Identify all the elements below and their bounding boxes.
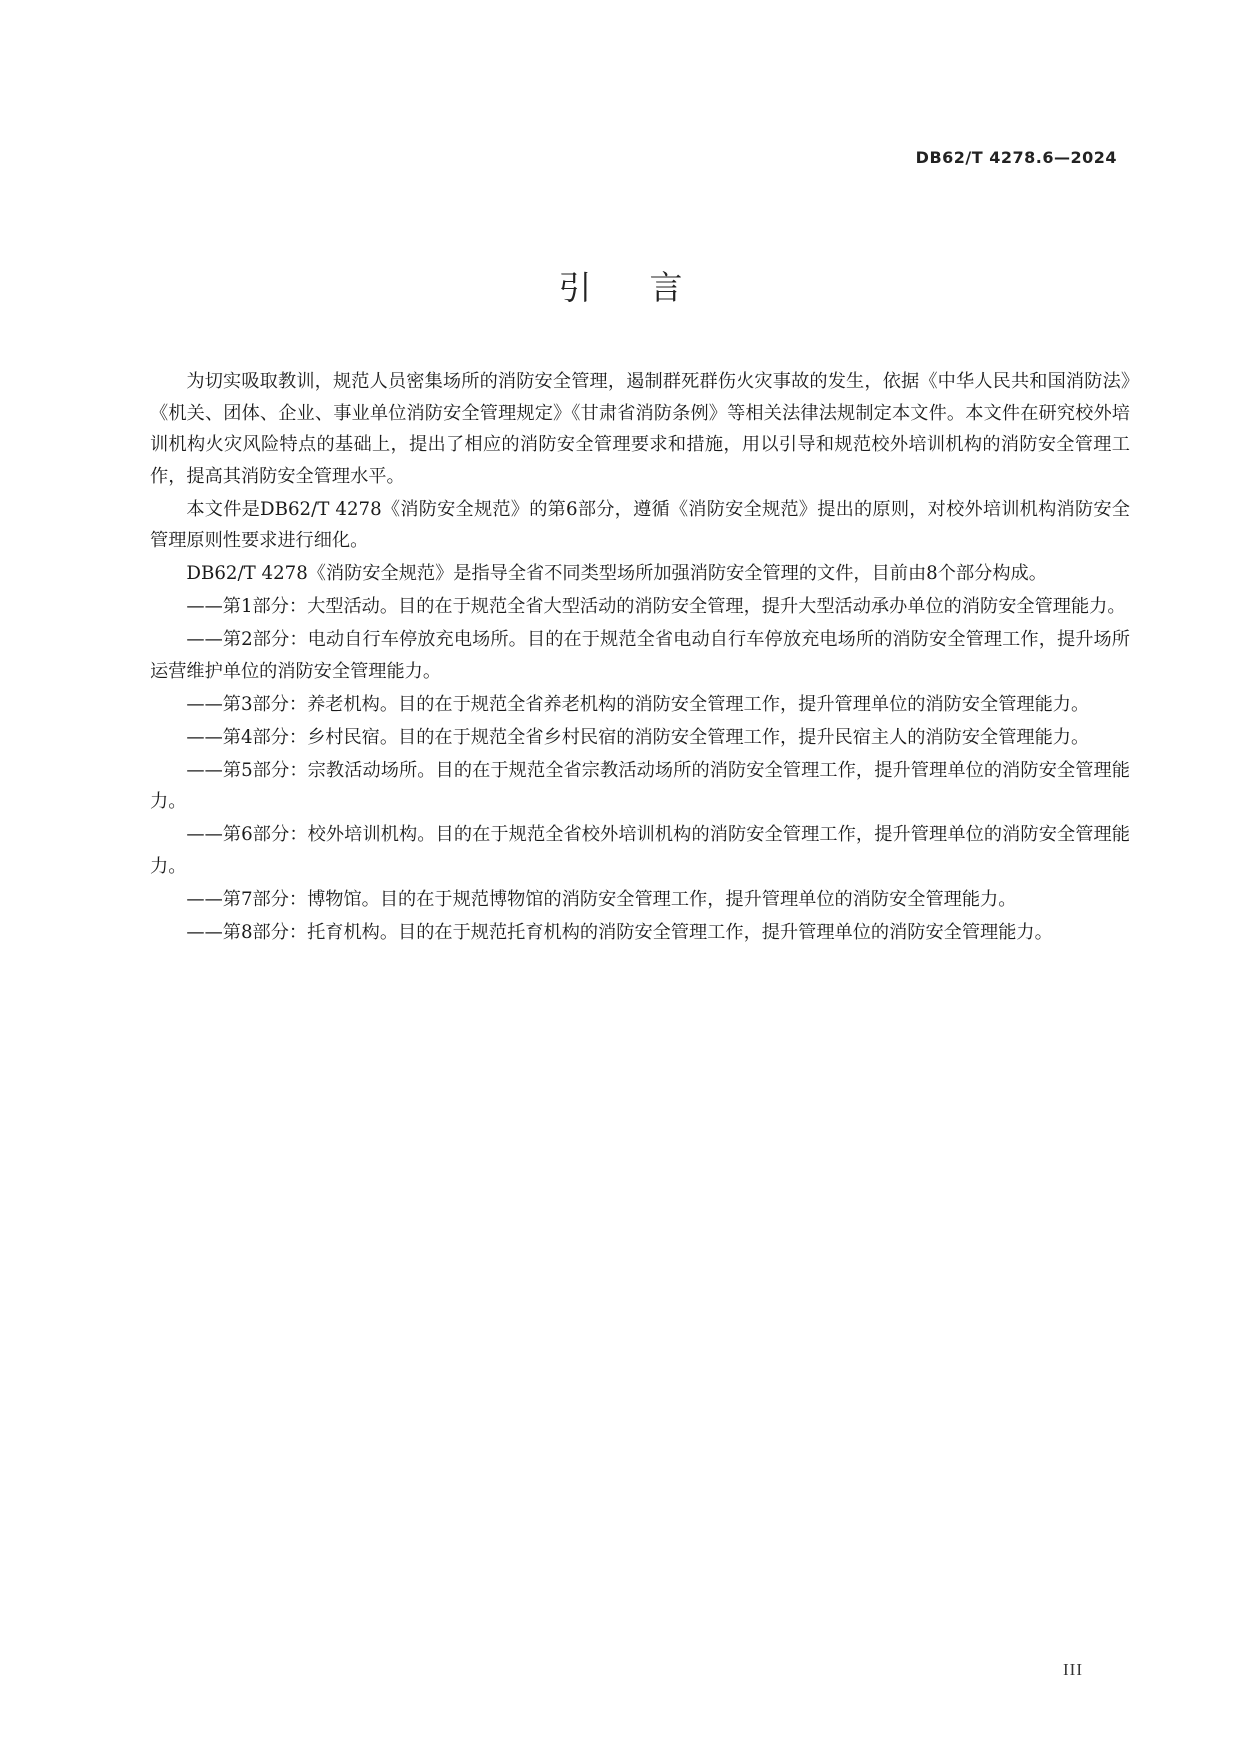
list-item-part-8: ——第8部分：托育机构。目的在于规范托育机构的消防安全管理工作，提升管理单位的消防安全管理能力。 <box>186 921 1053 943</box>
list-item-part-1: ——第1部分：大型活动。目的在于规范全省大型活动的消防安全管理，提升大型活动承办单位的消防安全管理能力。 <box>186 596 1126 617</box>
paragraph-part-of-series: 本文件是DB62/T 4278《消防安全规范》的第6部分，遵循《消防安全规范》提出的原则，对校外培训机构消防安全管理原则性要求进行细化。 <box>150 498 1130 551</box>
page-number: III <box>1063 1660 1083 1679</box>
document-code: DB62/T 4278.6—2024 <box>915 148 1117 167</box>
list-item-part-5: ——第5部分：宗教活动场所。目的在于规范全省宗教活动场所的消防安全管理工作，提升管理单位的消防安全管理能力。 <box>150 759 1130 812</box>
list-item-part-2: ——第2部分：电动自行车停放充电场所。目的在于规范全省电动自行车停放充电场所的消防安全管理工作，提升场所运营维护单位的消防安全管理能力。 <box>150 629 1130 682</box>
list-item-part-4: ——第4部分：乡村民宿。目的在于规范全省乡村民宿的消防安全管理工作，提升民宿主人的消防安全管理能力。 <box>186 726 1090 748</box>
list-item-part-3: ——第3部分：养老机构。目的在于规范全省养老机构的消防安全管理工作，提升管理单位的消防安全管理能力。 <box>186 693 1090 715</box>
page-title: 引言 <box>558 268 741 307</box>
list-item-part-6: ——第6部分：校外培训机构。目的在于规范全省校外培训机构的消防安全管理工作，提升管理单位的消防安全管理能力。 <box>150 824 1130 877</box>
paragraph-series-overview: DB62/T 4278《消防安全规范》是指导全省不同类型场所加强消防安全管理的文件，目前由8个部分构成。 <box>186 563 1047 584</box>
paragraph-intro: 为切实吸取教训，规范人员密集场所的消防安全管理，遏制群死群伤火灾事故的发生，依据《中华人民共和国消防法》《机关、团体、企业、事业单位消防安全管理规定》《甘肃省消防条例》等相关法律法规制定本文件。本文件在研究校外培训机构火灾风险特点的基础上，提出了相应的消防安全管理要求和措施，用以引导和规范校外培训机构的消防安全管理工作，提高其消防安全管理水平。 <box>150 371 1130 487</box>
list-item-part-7: ——第7部分：博物馆。目的在于规范博物馆的消防安全管理工作，提升管理单位的消防安全管理能力。 <box>186 888 1017 910</box>
document-body <box>150 366 1130 950</box>
